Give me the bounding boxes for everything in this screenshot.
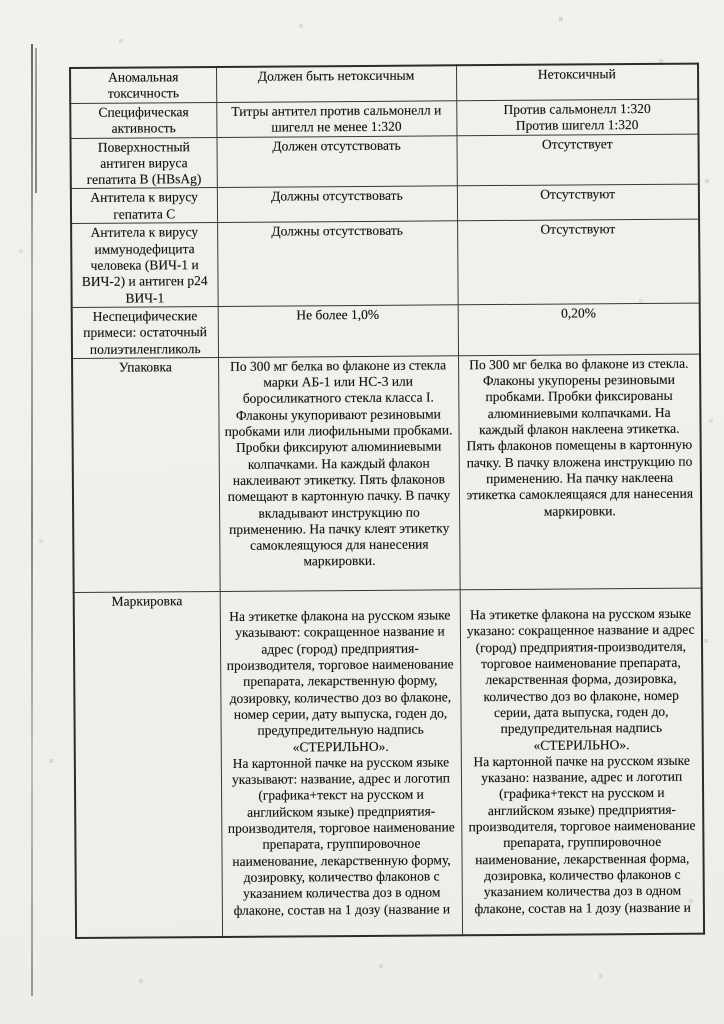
cell-requirement: Должны отсутствовать <box>217 221 458 306</box>
cell-requirement: Должен отсутствовать <box>216 135 456 188</box>
scan-artifact-line <box>31 44 33 996</box>
cell-result <box>460 588 704 936</box>
table-row <box>72 354 702 592</box>
table-row <box>71 185 699 224</box>
cell-requirement <box>220 590 462 938</box>
cell-parameter: Упаковка <box>72 357 220 592</box>
cell-result: Отсутствует <box>456 134 698 187</box>
truncated-text-block: На этикетке флакона на русском языке указывают: сокращенное название и адрес (город) предприятия-производителя, торговое наименование препарата, лекарственную форму, дозировку, количество доз во флаконе, номер серии, дату выпуска, годен до, предупредительную надпись «СТЕРИЛЬНО». На картонной пачке на русском языке указывают: название, адрес и логотип (графика+текст на русском и английском языке) предприятия-производителя, торговое наименование препарата, группировочное наименование, лекарственную форму, дозировку, количество флаконов с указанием количества доз в одном флаконе, состав на 1 дозу (название и <box>226 607 455 918</box>
table-row <box>72 303 700 358</box>
truncated-text-block: На этикетке флакона на русском языке указано: сокращенное название и адрес (город) предприятия-производителя, торговое наименование препарата, лекарственная форма, дозировка, количество доз во флаконе, номер серии, дата выпуска, годен до, предупредительная надпись «СТЕРИЛЬНО». На картонной пачке на русском языке указано: название, адрес и логотип (графика+текст на русском и английском языке) предприятия-производителя, торговое наименование препарата, группировочное наименование, лекарственная форма, дозировка, количество флаконов с указанием количества доз в одном флаконе, состав на 1 дозу (название и <box>466 605 696 916</box>
table-row <box>70 64 698 103</box>
cell-result: Отсутствуют <box>457 220 700 305</box>
scan-artifact-line-short <box>35 48 37 193</box>
cell-requirement: По 300 мг белка во флаконе из стекла марки АБ-1 или НС-3 или боросиликатного стекла класса I. Флаконы укупоривают резиновыми пробками или лиофильными пробками. Пробки фиксируют алюминиевыми колпачками. На каждый флакон наклеивают этикетку. Пять флаконов помещают в картонную пачку. В пачку вкладывают инструкцию по применению. На пачку клеят этикетку самоклеящуюся для нанесения маркировки. <box>218 356 460 592</box>
paper-speckle-noise <box>0 0 2 2</box>
cell-requirement: Должны отсутствовать <box>217 186 457 223</box>
cell-result: Нетоксичный <box>456 64 698 101</box>
table-row <box>74 588 704 938</box>
table-row <box>71 220 700 308</box>
cell-parameter: Антитела к вирусу иммунодефицита человека (ВИЧ-1 и ВИЧ-2) и антиген р24 ВИЧ-1 <box>71 223 218 308</box>
cell-parameter: Неспецифические примеси: остаточный полиэтиленгликоль <box>72 306 218 358</box>
cell-result: По 300 мг белка во флаконе из стекла. Флаконы укупорены резиновыми пробками. Пробки фиксированы алюминиевыми колпачками. На каждый флакон наклеена этикетка. Пять флаконов помещены в картонную пачку. В пачку вложена инструкцию по применению. На пачку наклеена этикетка самоклеящаяся для нанесения маркировки. <box>458 354 702 590</box>
cell-parameter: Поверхностный антиген вируса гепатита В (HBsAg) <box>70 137 216 189</box>
cell-result: Отсутствуют <box>457 185 699 222</box>
cell-parameter: Маркировка <box>74 591 222 938</box>
table-row <box>70 99 698 138</box>
cell-requirement: Должен быть нетоксичным <box>216 65 456 102</box>
cell-result: Против сальмонелл 1:320 Против шигелл 1:320 <box>456 99 698 136</box>
specification-table <box>69 63 705 940</box>
cell-parameter: Антитела к вирусу гепатита С <box>71 188 217 224</box>
cell-result: 0,20% <box>458 303 700 356</box>
cell-requirement: Титры антител против сальмонелл и шигелл не менее 1:320 <box>216 100 456 137</box>
table-row <box>70 134 698 189</box>
cell-parameter: Аномальная токсичность <box>70 67 216 103</box>
cell-requirement: Не более 1,0% <box>218 305 458 358</box>
cell-parameter: Специфическая активность <box>70 102 216 138</box>
